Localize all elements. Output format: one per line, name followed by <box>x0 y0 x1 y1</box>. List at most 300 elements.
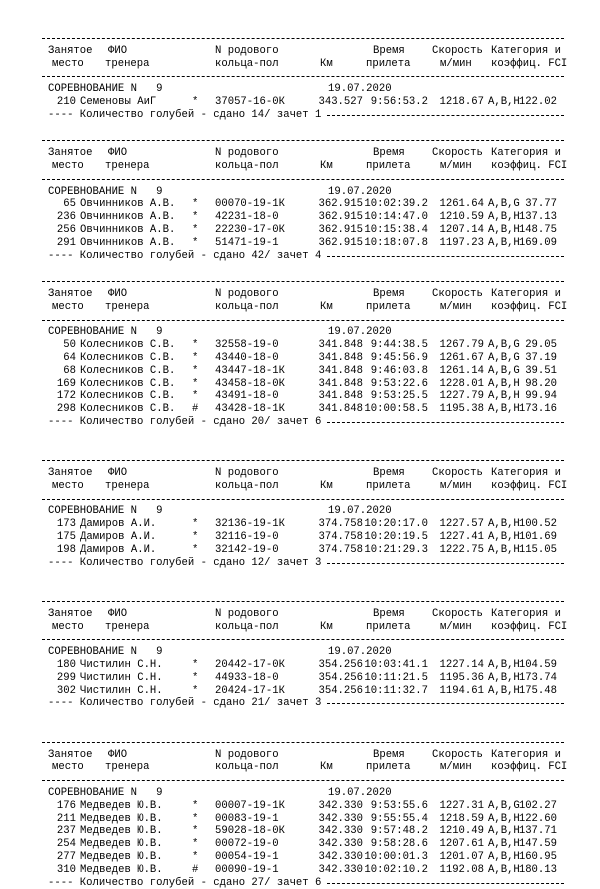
header-row-2 <box>0 621 600 634</box>
distance-km: 374.758 <box>318 518 363 531</box>
header-ring: кольца-пол <box>215 159 279 172</box>
ring-number: 43440-18-0 <box>215 351 279 364</box>
header-speed: Скорость <box>432 147 483 160</box>
spacer <box>0 723 600 736</box>
trainer-name: Овчинников А.В. <box>80 236 176 249</box>
place: 256 <box>56 223 76 236</box>
category: A,B,H <box>488 377 520 390</box>
ring-number: 43447-18-1К <box>215 364 285 377</box>
distance-km: 354.256 <box>318 684 363 697</box>
place: 291 <box>56 236 76 249</box>
category: A,B,H <box>488 211 520 224</box>
speed: 1267.79 <box>439 339 484 352</box>
place: 68 <box>63 364 76 377</box>
mark: * <box>192 390 199 403</box>
trainer-name: Колесников С.В. <box>80 339 176 352</box>
competition-date: 19.07.2020 <box>328 326 392 339</box>
mark: * <box>192 812 199 825</box>
dashed-rule <box>42 639 564 640</box>
header-time: Время <box>373 467 405 480</box>
header-ring: кольца-пол <box>215 300 279 313</box>
speed: 1227.31 <box>439 799 484 812</box>
distance-km: 341.848 <box>318 390 363 403</box>
header-speed: м/мин <box>440 57 472 70</box>
header-km: Км <box>320 159 333 172</box>
header-name: ФИО <box>108 748 128 761</box>
distance-km: 362.915 <box>318 211 363 224</box>
speed: 1218.67 <box>439 95 484 108</box>
trainer-name: Колесников С.В. <box>80 377 176 390</box>
header-row-1 <box>0 608 600 621</box>
arrival-time: 9:44:38.5 <box>370 339 428 352</box>
place: 298 <box>56 403 76 416</box>
arrival-time: 10:15:38.4 <box>364 223 428 236</box>
separator-line <box>0 493 600 506</box>
header-row-1 <box>0 467 600 480</box>
header-speed: Скорость <box>432 467 483 480</box>
fci-coefficient: 98.20 <box>525 377 557 390</box>
ring-number: 20442-17-0К <box>215 659 285 672</box>
arrival-time: 9:53:55.6 <box>370 799 428 812</box>
mark: * <box>192 95 199 108</box>
arrival-time: 9:53:22.6 <box>370 377 428 390</box>
dashed-rule <box>42 281 564 282</box>
fci-coefficient: 137.13 <box>518 211 557 224</box>
arrival-time: 10:02:39.2 <box>364 198 428 211</box>
mark: * <box>192 518 199 531</box>
spacer <box>0 582 600 595</box>
header-name: тренера <box>105 57 150 70</box>
block-footer <box>0 416 600 429</box>
table-row <box>0 864 600 877</box>
header-place: место <box>52 479 84 492</box>
dashed-rule <box>42 320 564 321</box>
header-place: Занятое <box>48 607 93 620</box>
header-name: ФИО <box>108 607 128 620</box>
place: 64 <box>63 351 76 364</box>
mark: * <box>192 825 199 838</box>
mark: # <box>192 863 199 876</box>
fci-coefficient: 37.77 <box>525 198 557 211</box>
category: A,B,G <box>488 339 520 352</box>
header-row-2 <box>0 761 600 774</box>
header-km: Км <box>320 300 333 313</box>
speed: 1207.14 <box>439 223 484 236</box>
header-time: Время <box>373 147 405 160</box>
block-footer <box>0 877 600 889</box>
speed: 1210.59 <box>439 211 484 224</box>
place: 236 <box>56 211 76 224</box>
header-name: тренера <box>105 761 150 774</box>
place: 172 <box>56 390 76 403</box>
competition-row <box>0 787 600 800</box>
dashed-rule <box>42 179 564 180</box>
category: A,B,G <box>488 364 520 377</box>
header-speed: Скорость <box>432 287 483 300</box>
table-row <box>0 813 600 826</box>
place: 211 <box>56 812 76 825</box>
speed: 1210.49 <box>439 825 484 838</box>
header-place: Занятое <box>48 44 93 57</box>
header-time: Время <box>373 287 405 300</box>
dashed-rule <box>327 883 564 884</box>
header-place: место <box>52 300 84 313</box>
table-row <box>0 390 600 403</box>
category: A,B,H <box>488 659 520 672</box>
header-place: место <box>52 57 84 70</box>
mark: * <box>192 838 199 851</box>
distance-km: 342.330 <box>318 799 363 812</box>
arrival-time: 10:11:32.7 <box>364 684 428 697</box>
place: 50 <box>63 339 76 352</box>
header-ring: N родового <box>215 607 279 620</box>
header-name: ФИО <box>108 147 128 160</box>
table-row <box>0 531 600 544</box>
dashed-rule <box>42 499 564 500</box>
mark: * <box>192 351 199 364</box>
ring-number: 00007-19-1К <box>215 799 285 812</box>
block-footer <box>0 557 600 570</box>
header-category: Категория и <box>491 147 561 160</box>
competition-date: 19.07.2020 <box>328 505 392 518</box>
header-name: ФИО <box>108 44 128 57</box>
header-row-2 <box>0 160 600 173</box>
speed: 1195.38 <box>439 403 484 416</box>
category: A,B,G <box>488 351 520 364</box>
header-ring: N родового <box>215 287 279 300</box>
arrival-time: 9:53:25.5 <box>370 390 428 403</box>
header-ring: N родового <box>215 44 279 57</box>
spacer <box>0 442 600 455</box>
mark: * <box>192 543 199 556</box>
header-ring: кольца-пол <box>215 761 279 774</box>
fci-coefficient: 169.09 <box>518 236 557 249</box>
competition-title: СОРЕВНОВАНИЕ N 9 <box>48 326 163 339</box>
separator-line <box>0 633 600 646</box>
mark: * <box>192 364 199 377</box>
arrival-time: 9:45:56.9 <box>370 351 428 364</box>
header-speed: м/мин <box>440 761 472 774</box>
arrival-time: 9:55:55.4 <box>370 812 428 825</box>
header-time: прилета <box>366 620 411 633</box>
separator-line <box>0 736 600 749</box>
arrival-time: 10:20:17.0 <box>364 518 428 531</box>
distance-km: 341.848 <box>318 364 363 377</box>
speed: 1201.07 <box>439 851 484 863</box>
footer-summary: ---- Количество голубей - сдано 27/ зачет 6 <box>48 876 322 889</box>
distance-km: 341.848 <box>318 403 363 416</box>
header-time: прилета <box>366 300 411 313</box>
results-document <box>0 32 600 889</box>
ring-number: 44933-18-0 <box>215 671 279 684</box>
competition-row <box>0 646 600 659</box>
table-row <box>0 237 600 250</box>
place: 65 <box>63 198 76 211</box>
mark: * <box>192 377 199 390</box>
dashed-rule <box>42 742 564 743</box>
category: A,B,H <box>488 518 520 531</box>
fci-coefficient: 115.05 <box>518 543 557 556</box>
ring-number: 00070-19-1К <box>215 198 285 211</box>
speed: 1195.36 <box>439 671 484 684</box>
footer-summary: ---- Количество голубей - сдано 12/ зачет 3 <box>48 556 322 569</box>
category: A,B,H <box>488 671 520 684</box>
distance-km: 342.330 <box>318 863 363 876</box>
fci-coefficient: 122.02 <box>518 95 557 108</box>
distance-km: 354.256 <box>318 671 363 684</box>
place: 254 <box>56 838 76 851</box>
mark: * <box>192 339 199 352</box>
competition-row <box>0 326 600 339</box>
arrival-time: 9:58:28.6 <box>370 838 428 851</box>
header-category: Категория и <box>491 287 561 300</box>
fci-coefficient: 101.69 <box>518 531 557 544</box>
table-row <box>0 672 600 685</box>
distance-km: 341.848 <box>318 351 363 364</box>
table-row <box>0 851 600 864</box>
table-row <box>0 339 600 352</box>
fci-coefficient: 37.19 <box>525 351 557 364</box>
header-row-1 <box>0 288 600 301</box>
header-place: Занятое <box>48 748 93 761</box>
table-row <box>0 224 600 237</box>
ring-number: 32136-19-1К <box>215 518 285 531</box>
header-place: место <box>52 761 84 774</box>
header-ring: N родового <box>215 147 279 160</box>
distance-km: 374.758 <box>318 543 363 556</box>
speed: 1227.14 <box>439 659 484 672</box>
category: A,B,H <box>488 236 520 249</box>
arrival-time: 10:18:07.8 <box>364 236 428 249</box>
trainer-name: Овчинников А.В. <box>80 223 176 236</box>
header-category: коэффиц. FCI <box>491 620 568 633</box>
block-footer <box>0 109 600 122</box>
trainer-name: Чистилин С.Н. <box>80 671 163 684</box>
table-row <box>0 352 600 365</box>
header-category: Категория и <box>491 748 561 761</box>
table-row <box>0 825 600 838</box>
header-category: коэффиц. FCI <box>491 57 568 70</box>
header-name: тренера <box>105 620 150 633</box>
mark: * <box>192 198 199 211</box>
dashed-rule <box>42 76 564 77</box>
footer-summary: ---- Количество голубей - сдано 14/ зачет 1 <box>48 108 322 121</box>
speed: 1227.41 <box>439 531 484 544</box>
speed: 1228.01 <box>439 377 484 390</box>
trainer-name: Семеновы АиГ <box>80 95 157 108</box>
distance-km: 341.848 <box>318 377 363 390</box>
separator-line <box>0 314 600 327</box>
header-category: коэффиц. FCI <box>491 761 568 774</box>
dashed-rule <box>42 601 564 602</box>
distance-km: 374.758 <box>318 531 363 544</box>
distance-km: 342.330 <box>318 838 363 851</box>
fci-coefficient: 137.71 <box>518 825 557 838</box>
place: 175 <box>56 531 76 544</box>
header-name: тренера <box>105 159 150 172</box>
table-row <box>0 378 600 391</box>
header-row-2 <box>0 58 600 71</box>
category: A,B,H <box>488 390 520 403</box>
mark: # <box>192 403 199 416</box>
header-speed: Скорость <box>432 607 483 620</box>
header-category: коэффиц. FCI <box>491 479 568 492</box>
trainer-name: Чистилин С.Н. <box>80 659 163 672</box>
ring-number: 51471-19-1 <box>215 236 279 249</box>
ring-number: 00083-19-1 <box>215 812 279 825</box>
arrival-time: 10:00:01.3 <box>364 851 428 863</box>
fci-coefficient: 122.60 <box>518 812 557 825</box>
dashed-rule <box>327 563 564 564</box>
header-category: коэффиц. FCI <box>491 159 568 172</box>
separator-line <box>0 454 600 467</box>
competition-row <box>0 186 600 199</box>
category: A,B,H <box>488 838 520 851</box>
header-ring: кольца-пол <box>215 620 279 633</box>
speed: 1218.59 <box>439 812 484 825</box>
header-row-2 <box>0 301 600 314</box>
place: 277 <box>56 851 76 863</box>
footer-summary: ---- Количество голубей - сдано 21/ зачет 3 <box>48 697 322 710</box>
competition-date: 19.07.2020 <box>328 83 392 96</box>
table-row <box>0 659 600 672</box>
competition-row <box>0 83 600 96</box>
header-row-1 <box>0 45 600 58</box>
fci-coefficient: 99.94 <box>525 390 557 403</box>
competition-date: 19.07.2020 <box>328 787 392 800</box>
distance-km: 362.915 <box>318 236 363 249</box>
speed: 1194.61 <box>439 684 484 697</box>
block-footer <box>0 250 600 263</box>
separator-line <box>0 32 600 45</box>
separator-line <box>0 275 600 288</box>
mark: * <box>192 851 199 863</box>
header-place: место <box>52 620 84 633</box>
category: A,B,H <box>488 684 520 697</box>
separator-line <box>0 774 600 787</box>
header-ring: N родового <box>215 467 279 480</box>
speed: 1222.75 <box>439 543 484 556</box>
mark: * <box>192 223 199 236</box>
header-name: ФИО <box>108 467 128 480</box>
ring-number: 43428-18-1К <box>215 403 285 416</box>
separator-line <box>0 70 600 83</box>
ring-number: 00072-19-0 <box>215 838 279 851</box>
dashed-rule <box>42 38 564 39</box>
header-name: тренера <box>105 479 150 492</box>
header-row-1 <box>0 147 600 160</box>
trainer-name: Медведев Ю.В. <box>80 825 163 838</box>
category: A,B,H <box>488 531 520 544</box>
trainer-name: Дамиров А.И. <box>80 531 157 544</box>
trainer-name: Овчинников А.В. <box>80 198 176 211</box>
distance-km: 362.915 <box>318 223 363 236</box>
header-place: Занятое <box>48 287 93 300</box>
dashed-rule <box>327 422 564 423</box>
arrival-time: 9:46:03.8 <box>370 364 428 377</box>
arrival-time: 9:57:48.2 <box>370 825 428 838</box>
place: 210 <box>56 95 76 108</box>
distance-km: 341.848 <box>318 339 363 352</box>
header-ring: кольца-пол <box>215 57 279 70</box>
table-row <box>0 800 600 813</box>
ring-number: 37057-16-0К <box>215 95 285 108</box>
place: 173 <box>56 518 76 531</box>
category: A,B,H <box>488 95 520 108</box>
category: A,B,H <box>488 812 520 825</box>
category: A,B,H <box>488 223 520 236</box>
header-speed: Скорость <box>432 748 483 761</box>
fci-coefficient: 102.27 <box>518 799 557 812</box>
header-time: прилета <box>366 479 411 492</box>
fci-coefficient: 175.48 <box>518 684 557 697</box>
header-place: Занятое <box>48 467 93 480</box>
footer-summary: ---- Количество голубей - сдано 20/ зачет 6 <box>48 415 322 428</box>
category: A,B,G <box>488 198 520 211</box>
mark: * <box>192 671 199 684</box>
ring-number: 22230-17-0К <box>215 223 285 236</box>
spacer <box>0 569 600 582</box>
trainer-name: Дамиров А.И. <box>80 518 157 531</box>
category: A,B,H <box>488 825 520 838</box>
arrival-time: 10:03:41.1 <box>364 659 428 672</box>
trainer-name: Колесников С.В. <box>80 390 176 403</box>
trainer-name: Медведев Ю.В. <box>80 812 163 825</box>
header-speed: м/мин <box>440 300 472 313</box>
place: 198 <box>56 543 76 556</box>
arrival-time: 10:21:29.3 <box>364 543 428 556</box>
ring-number: 43491-18-0 <box>215 390 279 403</box>
ring-number: 00054-19-1 <box>215 851 279 863</box>
competition-date: 19.07.2020 <box>328 646 392 659</box>
table-row <box>0 838 600 851</box>
spacer <box>0 710 600 723</box>
speed: 1197.23 <box>439 236 484 249</box>
header-speed: м/мин <box>440 479 472 492</box>
place: 237 <box>56 825 76 838</box>
table-row <box>0 211 600 224</box>
fci-coefficient: 180.13 <box>518 863 557 876</box>
spacer <box>0 429 600 442</box>
table-row <box>0 685 600 698</box>
ring-number: 00090-19-1 <box>215 863 279 876</box>
table-row <box>0 365 600 378</box>
competition-row <box>0 505 600 518</box>
header-km: Км <box>320 57 333 70</box>
arrival-time: 10:00:58.5 <box>364 403 428 416</box>
distance-km: 354.256 <box>318 659 363 672</box>
header-time: Время <box>373 607 405 620</box>
fci-coefficient: 104.59 <box>518 659 557 672</box>
table-row <box>0 518 600 531</box>
header-row-1 <box>0 749 600 762</box>
trainer-name: Чистилин С.Н. <box>80 684 163 697</box>
fci-coefficient: 39.51 <box>525 364 557 377</box>
ring-number: 59028-18-0К <box>215 825 285 838</box>
category: A,B,H <box>488 851 520 863</box>
arrival-time: 9:56:53.2 <box>370 95 428 108</box>
ring-number: 20424-17-1К <box>215 684 285 697</box>
trainer-name: Колесников С.В. <box>80 364 176 377</box>
footer-summary: ---- Количество голубей - сдано 42/ зачет 4 <box>48 249 322 262</box>
trainer-name: Колесников С.В. <box>80 403 176 416</box>
place: 176 <box>56 799 76 812</box>
arrival-time: 10:11:21.5 <box>364 671 428 684</box>
mark: * <box>192 684 199 697</box>
table-row <box>0 544 600 557</box>
speed: 1227.79 <box>439 390 484 403</box>
header-place: место <box>52 159 84 172</box>
